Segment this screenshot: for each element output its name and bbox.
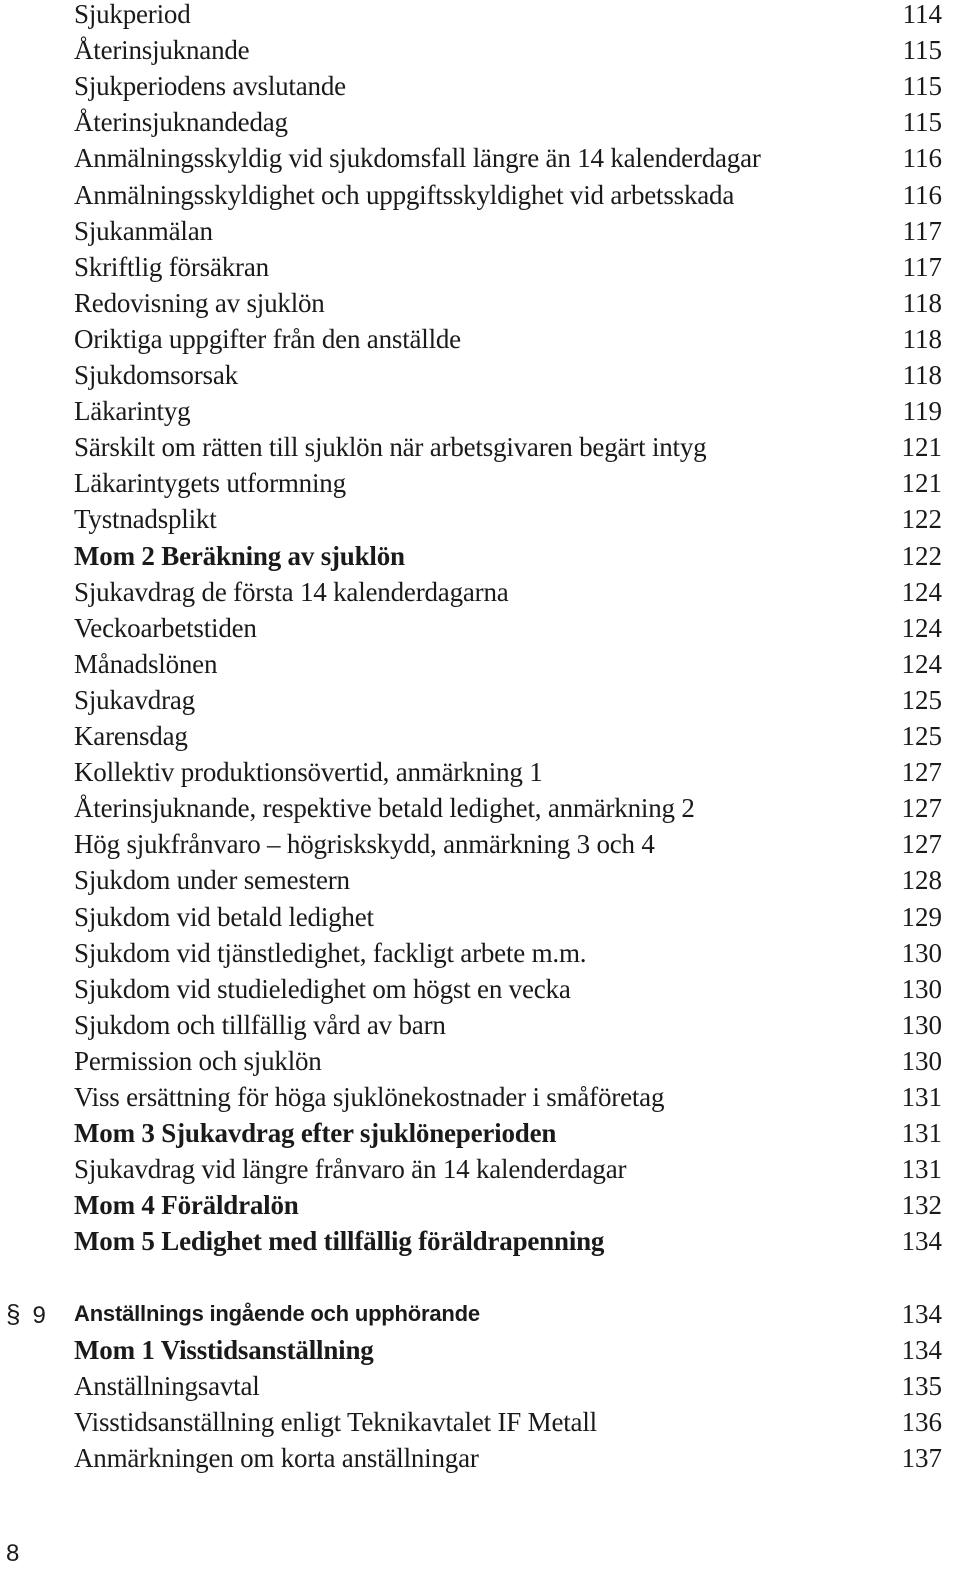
toc-entry [0,1406,960,1442]
toc-page-number: 130 [901,973,942,1004]
toc-title: Sjukdomsorsak [74,360,238,390]
toc-subheading [0,1189,960,1225]
toc-title: Anmälningsskyldig vid sjukdomsfall längre än 14 kalenderdagar [74,143,761,174]
toc-page-number: 127 [901,793,942,824]
toc-page-number: 131 [901,1118,942,1149]
toc-title: Återinsjuknandedag [74,107,288,138]
toc-page-number: 128 [901,865,942,896]
toc-title: Permission och sjuklön [74,1045,322,1076]
toc-entry [0,756,960,792]
toc-title: Återinsjuknande [74,35,250,66]
toc-entry [0,179,960,215]
toc-title: Anmärkningen om korta anställningar [74,1442,479,1473]
toc-page-number: 127 [901,757,942,788]
toc-title: Mom 4 Föräldralön [74,1190,299,1221]
toc-title: Anställningsavtal [74,1370,260,1401]
toc-title: Återinsjuknande, respektive betald ledighet, anmärkning 2 [74,793,695,824]
toc-title: Sjukavdrag vid längre frånvaro än 14 kalenderdagar [74,1154,627,1185]
toc-page-number: 115 [902,35,942,66]
toc-title: Sjukdom under semestern [74,865,350,896]
toc-page-number: 134 [901,1226,942,1257]
toc-entry [0,503,960,539]
page-number: 8 [6,1540,20,1567]
toc-page-number: 130 [901,937,942,968]
toc-title: Månadslönen [74,648,218,679]
toc-entry [0,864,960,900]
toc-page-number: 135 [901,1370,942,1401]
toc-title: Sjukdom och tillfällig vård av barn [74,1009,446,1040]
toc-title: Veckoarbetstiden [74,612,257,643]
toc-entry [0,648,960,684]
toc-entry [0,792,960,828]
toc-entry [0,1370,960,1406]
toc-entry [0,395,960,431]
toc-entry [0,0,960,34]
toc-title: Hög sjukfrånvaro – högriskskydd, anmärkning 3 och 4 [74,829,655,860]
toc-page-number: 124 [901,612,942,643]
toc-page-number: 125 [901,721,942,751]
toc-title: Karensdag [74,721,188,751]
toc-section-heading [0,1298,960,1334]
toc-entry [0,106,960,142]
toc-page-number: 119 [902,396,942,427]
toc-title: Sjukavdrag [74,684,195,715]
toc-entry [0,720,960,756]
toc-entry [0,1081,960,1117]
toc-page-number: 117 [902,251,942,282]
toc-entry [0,828,960,864]
toc-entry [0,323,960,359]
toc-entry [0,612,960,648]
toc-subheading [0,1225,960,1261]
toc-title: Skriftlig försäkran [74,251,269,282]
toc-title: Sjukdom vid studieledighet om högst en vecka [74,973,571,1004]
toc-entry [0,1009,960,1045]
toc-title: Mom 1 Visstidsanställning [74,1334,374,1365]
toc-entry [0,215,960,251]
toc-entry [0,34,960,70]
toc-entry [0,287,960,323]
toc-entry [0,937,960,973]
toc-title: Läkarintygets utformning [74,468,346,499]
toc-title: Sjukperiodens avslutande [74,71,346,102]
toc-page-number: 124 [901,648,942,679]
toc-page-number: 124 [901,576,942,607]
toc-page-number: 118 [902,323,942,354]
toc-title: Sjukanmälan [74,215,213,246]
toc-page-number: 137 [901,1442,942,1473]
toc-title: Kollektiv produktionsövertid, anmärkning 1 [74,757,543,788]
toc-entry [0,467,960,503]
toc-page-number: 121 [901,432,942,463]
toc-page-number: 121 [901,468,942,499]
toc-entry [0,431,960,467]
toc-page-number: 115 [902,107,942,138]
toc-entry [0,901,960,937]
toc-page-number: 115 [902,71,942,102]
toc-subheading [0,1117,960,1153]
toc-page-number: 129 [901,901,942,932]
toc-page-number: 130 [901,1045,942,1076]
toc-page-number: 118 [902,287,942,318]
toc-entry [0,1153,960,1189]
toc-title: Särskilt om rätten till sjuklön när arbetsgivaren begärt intyg [74,432,707,463]
section-marker [6,1298,46,1332]
toc-title: Redovisning av sjuklön [74,287,325,318]
toc-page-number: 114 [902,0,942,29]
toc-entry [0,1045,960,1081]
toc-page-number: 118 [902,360,942,390]
toc-entry [0,251,960,287]
toc-entry [0,1442,960,1478]
toc-title: Viss ersättning för höga sjuklönekostnader i småföretag [74,1082,665,1112]
toc-entry [0,70,960,106]
toc-title: Anställnings ingående och upphörande [74,1300,480,1326]
toc-title: Sjukavdrag de första 14 kalenderdagarna [74,576,509,607]
toc-page-number: 125 [901,684,942,715]
toc-page-number: 122 [901,540,942,571]
toc-page-number: 131 [901,1154,942,1185]
toc-page-number: 122 [901,504,942,535]
toc-title: Sjukperiod [74,0,191,29]
toc-title: Mom 3 Sjukavdrag efter sjuklöneperioden [74,1118,557,1149]
toc-page-number: 134 [901,1298,942,1329]
toc-title: Oriktiga uppgifter från den anställde [74,323,461,354]
toc-page-number: 117 [902,215,942,246]
toc-title: Läkarintyg [74,396,191,427]
toc-entry [0,142,960,178]
toc-subheading [0,1334,960,1370]
toc-page-number: 127 [901,829,942,860]
section-number: 9 [32,1301,46,1329]
toc-page-number: 136 [901,1406,942,1437]
toc-entry [0,684,960,720]
toc-title: Mom 2 Beräkning av sjuklön [74,540,405,571]
toc-entry [0,359,960,395]
toc-title: Mom 5 Ledighet med tillfällig föräldrapenning [74,1226,605,1257]
toc-title: Anmälningsskyldighet och uppgiftsskyldighet vid arbetsskada [74,179,735,210]
toc-page-number: 116 [902,179,942,210]
toc-page-number: 134 [901,1334,942,1365]
toc-title: Tystnadsplikt [74,504,217,535]
toc-title: Visstidsanställning enligt Teknikavtalet IF Metall [74,1406,597,1437]
toc-page-number: 130 [901,1009,942,1040]
toc-entry [0,576,960,612]
toc-entry [0,973,960,1009]
toc-title: Sjukdom vid tjänstledighet, fackligt arbete m.m. [74,937,587,968]
toc-page-number: 132 [901,1190,942,1221]
section-symbol: § [6,1298,21,1329]
toc-title: Sjukdom vid betald ledighet [74,901,374,932]
toc-subheading [0,540,960,576]
toc-page-number: 131 [901,1082,942,1112]
toc-page-number: 116 [902,143,942,174]
